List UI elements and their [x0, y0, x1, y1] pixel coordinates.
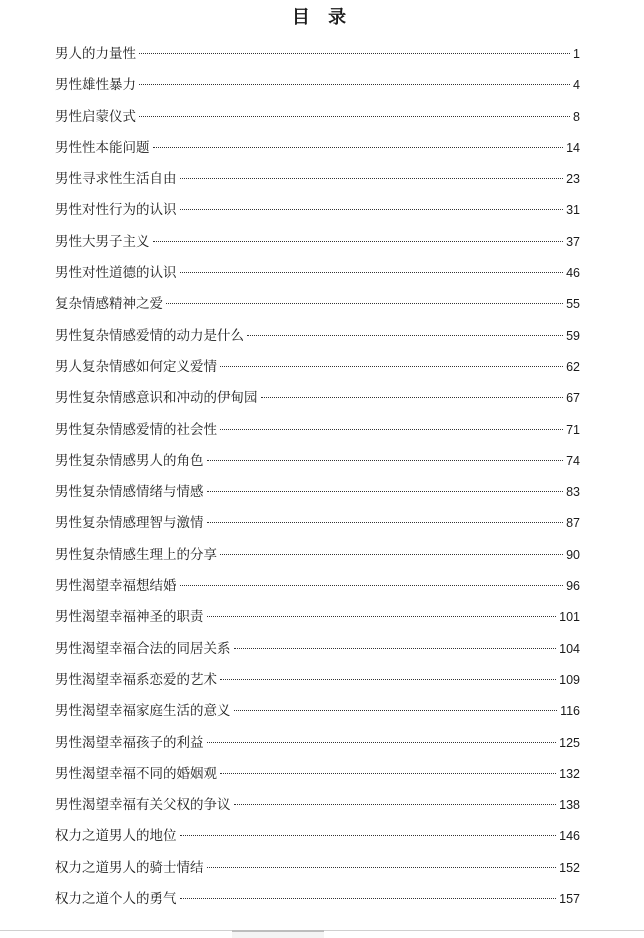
toc-entry[interactable] [55, 167, 580, 198]
toc-entry[interactable] [55, 105, 580, 136]
toc-dot-leader [180, 209, 564, 210]
toc-entry-page-number: 4 [573, 78, 580, 93]
toc-dot-leader [153, 147, 564, 148]
toc-entry-page-number: 59 [566, 328, 580, 343]
toc-dot-leader [207, 522, 564, 523]
toc-entry-page-number: 101 [559, 610, 580, 625]
toc-entry[interactable] [55, 856, 580, 887]
toc-entry-page-number: 23 [566, 172, 580, 187]
toc-dot-leader [234, 710, 558, 711]
toc-entry[interactable] [55, 230, 580, 261]
toc-entry-page-number: 1 [573, 47, 580, 61]
toc-dot-leader [166, 303, 563, 304]
toc-entry-page-number: 87 [566, 516, 580, 531]
toc-entry-label: 男性复杂情感理智与激情 [55, 515, 204, 532]
toc-entry-label: 男性复杂情感男人的角色 [55, 452, 204, 469]
toc-dot-leader [220, 679, 556, 680]
toc-dot-leader [220, 366, 563, 367]
toc-entry-page-number: 62 [566, 359, 580, 374]
page-footer-tab [232, 930, 324, 938]
toc-dot-leader [180, 272, 564, 273]
toc-entry-page-number: 125 [559, 735, 580, 750]
toc-entry-page-number: 116 [560, 704, 580, 719]
toc-entry[interactable] [55, 824, 580, 855]
toc-dot-leader [261, 397, 564, 398]
toc-dot-leader [207, 491, 564, 492]
toc-list [55, 42, 580, 918]
toc-entry[interactable] [55, 793, 580, 824]
toc-dot-leader [207, 867, 557, 868]
toc-entry[interactable] [55, 386, 580, 417]
toc-entry[interactable] [55, 887, 580, 918]
toc-entry-page-number: 74 [566, 453, 580, 468]
toc-entry[interactable] [55, 668, 580, 699]
toc-entry-page-number: 67 [566, 391, 580, 406]
toc-entry[interactable] [55, 762, 580, 793]
toc-entry[interactable] [55, 292, 580, 323]
toc-entry-label: 男性大男子主义 [55, 233, 150, 250]
toc-entry-label: 男性复杂情感意识和冲动的伊甸园 [55, 390, 258, 407]
toc-entry[interactable] [55, 198, 580, 229]
toc-entry-page-number: 31 [566, 203, 580, 218]
toc-entry-label: 男性渴望幸福系恋爱的艺术 [55, 671, 217, 688]
toc-entry-label: 男性复杂情感爱情的动力是什么 [55, 327, 244, 344]
toc-entry-label: 男性启蒙仪式 [55, 108, 136, 125]
toc-entry[interactable] [55, 449, 580, 480]
toc-entry-label: 男性渴望幸福有关父权的争议 [55, 797, 231, 814]
toc-dot-leader [207, 742, 557, 743]
toc-dot-leader [153, 241, 564, 242]
toc-entry-label: 男性雄性暴力 [55, 77, 136, 94]
toc-entry-label: 男性性本能问题 [55, 139, 150, 156]
toc-entry-page-number: 71 [566, 422, 580, 437]
toc-entry-label: 男性寻求性生活自由 [55, 171, 177, 188]
toc-entry-page-number: 157 [559, 892, 580, 907]
toc-entry-page-number: 55 [566, 297, 580, 312]
toc-entry[interactable] [55, 42, 580, 73]
toc-entry-label: 男性渴望幸福合法的同居关系 [55, 640, 231, 657]
toc-dot-leader [220, 773, 556, 774]
toc-entry[interactable] [55, 731, 580, 762]
toc-entry-page-number: 104 [559, 641, 580, 656]
toc-entry-label: 权力之道男人的地位 [55, 828, 177, 845]
toc-entry[interactable] [55, 543, 580, 574]
toc-entry-label: 男性渴望幸福家庭生活的意义 [55, 703, 231, 720]
toc-entry-label: 男性复杂情感生理上的分享 [55, 546, 217, 563]
toc-entry-label: 男性对性道德的认识 [55, 265, 177, 282]
toc-dot-leader [139, 53, 570, 54]
toc-entry[interactable] [55, 637, 580, 668]
toc-entry-label: 男性渴望幸福想结婚 [55, 578, 177, 595]
toc-entry-label: 男性复杂情感情绪与情感 [55, 484, 204, 501]
toc-entry[interactable] [55, 699, 580, 730]
toc-entry-page-number: 8 [573, 109, 580, 124]
toc-dot-leader [234, 648, 557, 649]
toc-dot-leader [207, 460, 564, 461]
toc-entry-page-number: 146 [559, 829, 580, 844]
toc-entry[interactable] [55, 136, 580, 167]
toc-entry-label: 男性渴望幸福神圣的职责 [55, 609, 204, 626]
toc-dot-leader [139, 116, 570, 117]
toc-entry-label: 男性渴望幸福不同的婚姻观 [55, 765, 217, 782]
toc-entry-label: 权力之道个人的勇气 [55, 891, 177, 908]
toc-entry[interactable] [55, 418, 580, 449]
toc-entry-label: 男人复杂情感如何定义爱情 [55, 358, 217, 375]
toc-entry-page-number: 90 [566, 547, 580, 562]
toc-entry[interactable] [55, 511, 580, 542]
toc-entry-page-number: 132 [559, 766, 580, 781]
toc-entry-label: 男人的力量性 [55, 46, 136, 62]
toc-dot-leader [207, 616, 557, 617]
toc-dot-leader [180, 898, 557, 899]
toc-dot-leader [247, 335, 563, 336]
toc-entry-label: 权力之道男人的骑士情结 [55, 859, 204, 876]
toc-dot-leader [180, 585, 564, 586]
toc-entry-label: 复杂情感精神之爱 [55, 296, 163, 313]
toc-entry-page-number: 109 [559, 672, 580, 687]
toc-entry[interactable] [55, 355, 580, 386]
toc-entry-label: 男性对性行为的认识 [55, 202, 177, 219]
toc-dot-leader [234, 804, 557, 805]
toc-entry[interactable] [55, 73, 580, 104]
toc-entry-page-number: 37 [566, 234, 580, 249]
toc-dot-leader [180, 178, 564, 179]
toc-entry[interactable] [55, 324, 580, 355]
toc-entry-label: 男性复杂情感爱情的社会性 [55, 421, 217, 438]
toc-entry[interactable] [55, 480, 580, 511]
toc-entry-page-number: 96 [566, 579, 580, 594]
toc-dot-leader [139, 84, 570, 85]
toc-entry-page-number: 152 [559, 860, 580, 875]
toc-entry-label: 男性渴望幸福孩子的利益 [55, 734, 204, 751]
toc-entry[interactable] [55, 261, 580, 292]
toc-dot-leader [220, 429, 563, 430]
toc-entry[interactable] [55, 574, 580, 605]
toc-entry[interactable] [55, 605, 580, 636]
toc-entry-page-number: 14 [566, 140, 580, 155]
toc-dot-leader [180, 835, 557, 836]
toc-entry-page-number: 83 [566, 485, 580, 500]
toc-entry-page-number: 46 [566, 266, 580, 281]
toc-entry-page-number: 138 [559, 798, 580, 813]
toc-dot-leader [220, 554, 563, 555]
toc-title: 目 录 [291, 7, 353, 28]
